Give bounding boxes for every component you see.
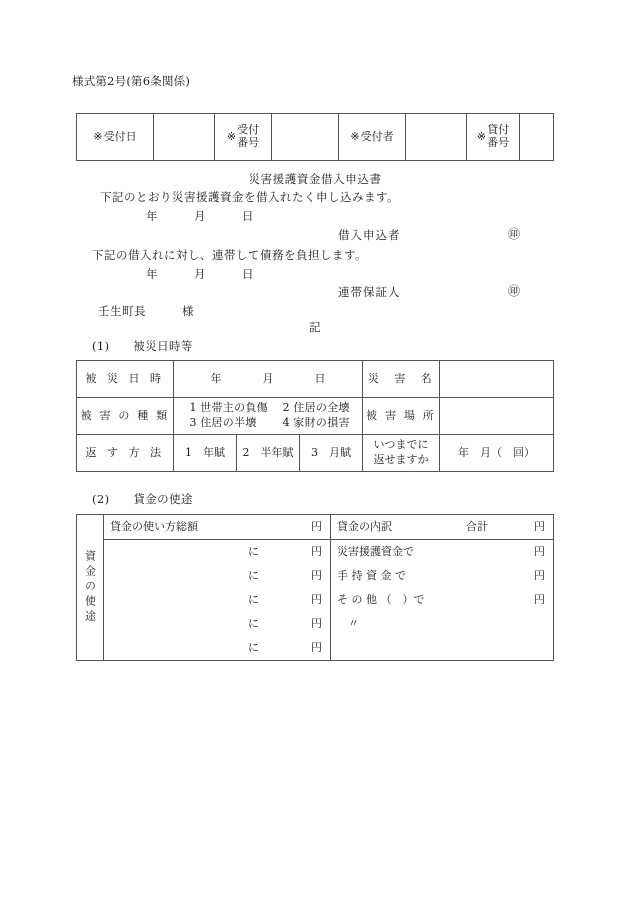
funds-use-unit: 円	[311, 640, 322, 654]
section-2-number: (2)	[92, 492, 110, 506]
use-of-funds-vertical-label-cell	[77, 515, 104, 661]
repayment-deadline-answer: 年 月（ 回）	[458, 445, 535, 459]
use-of-funds-table	[76, 514, 554, 661]
funds-use-unit: 円	[311, 544, 322, 558]
guarantor-label: 連帯保証人	[338, 285, 401, 299]
page-title: 災害援護資金借入申込書	[248, 172, 382, 186]
repayment-question-line2: 返せますか	[373, 453, 429, 466]
reference-mark-icon: ※	[350, 129, 360, 143]
funds-source-unit: 円	[534, 592, 545, 606]
receiver-label-cell	[339, 114, 406, 161]
table-row	[77, 114, 554, 161]
applicant-label: 借入申込者	[338, 228, 401, 242]
receipt-date-label: 受付日	[103, 129, 137, 143]
section-2-title: 貸金の使途	[133, 492, 193, 506]
receiver-input-cell[interactable]	[406, 114, 467, 161]
table-row	[77, 361, 554, 398]
funds-source-unit: 円	[534, 544, 545, 558]
funds-use-row-cell[interactable]	[104, 588, 331, 612]
table-row	[77, 515, 554, 540]
lead-text-guarantee: 下記の借入れに対し、連帯して債務を負担します。	[92, 248, 368, 262]
repayment-deadline-answer-cell[interactable]	[440, 435, 554, 472]
funds-use-unit: 円	[311, 568, 322, 582]
repayment-method-label: 返 す 方 法	[77, 435, 174, 472]
funds-source-label: 手 持 資 金 で	[337, 568, 406, 582]
table-row	[77, 564, 554, 588]
disaster-name-label: 災 害 名	[363, 361, 440, 398]
funds-total-header-cell	[104, 515, 331, 540]
damage-type-options-cell[interactable]	[174, 398, 363, 435]
receipt-number-label-line1: 受付	[237, 123, 260, 137]
loan-number-label-line1: 貸付	[487, 123, 510, 137]
table-row	[77, 435, 554, 472]
table-row	[77, 636, 554, 661]
funds-source-unit: 円	[534, 568, 545, 582]
receipt-date-input-cell[interactable]	[154, 114, 215, 161]
form-number: 様式第2号(第6条関係)	[72, 74, 191, 88]
reference-mark-icon: ※	[93, 129, 103, 143]
damage-datetime-value-cell[interactable]	[174, 361, 363, 398]
damage-option-1-label[interactable]: 世帯主の負傷	[200, 401, 268, 415]
receipt-number-input-cell[interactable]	[272, 114, 339, 161]
day-marker: 日	[314, 371, 326, 385]
addressee-line: 壬生町長 様	[98, 304, 194, 318]
funds-breakdown-header-unit: 円	[534, 519, 545, 533]
funds-breakdown-total-label: 合計	[466, 519, 488, 533]
damage-option-1-number: 1	[189, 401, 197, 415]
receipt-number-label-line2: 番号	[237, 136, 260, 149]
funds-source-row-cell[interactable]	[331, 636, 554, 661]
section-1-title: 被災日時等	[133, 339, 193, 353]
damage-option-4-label[interactable]: 家財の損害	[293, 416, 350, 429]
receiver-label: 受付者	[360, 129, 394, 143]
lead-text-application: 下記のとおり災害援護資金を借入れたく申し込みます。	[100, 190, 400, 204]
section-1-heading	[92, 339, 193, 353]
funds-use-particle: に	[248, 640, 259, 654]
damage-datetime-label: 被 災 日 時	[77, 361, 174, 398]
funds-source-row-cell[interactable]	[331, 540, 554, 565]
funds-use-row-cell[interactable]	[104, 612, 331, 636]
table-row	[77, 588, 554, 612]
use-of-funds-vertical-label: 資金の使途	[83, 550, 97, 625]
seal-stamp-icon: ㊞	[508, 284, 521, 298]
year-marker: 年	[210, 371, 222, 385]
table-row	[77, 540, 554, 565]
damage-option-2-label[interactable]: 住居の全壊	[293, 401, 350, 415]
reference-mark-icon: ※	[476, 129, 487, 143]
ki-mark: 記	[309, 320, 321, 334]
application-date-line: 年 月 日	[146, 209, 254, 223]
funds-total-header-unit: 円	[311, 519, 322, 533]
funds-use-unit: 円	[311, 616, 322, 630]
official-use-table	[76, 113, 554, 161]
funds-breakdown-header-cell	[331, 515, 554, 540]
loan-number-input-cell[interactable]	[520, 114, 554, 161]
funds-use-particle: に	[248, 568, 259, 582]
guarantee-date-line: 年 月 日	[146, 267, 254, 281]
reference-mark-icon: ※	[226, 129, 237, 143]
damage-option-3-label[interactable]: 住居の半壊	[200, 416, 257, 429]
loan-number-label-cell	[467, 114, 520, 161]
funds-source-ditto-mark: 〃	[337, 616, 359, 630]
section-1-number: (1)	[92, 339, 110, 353]
repayment-option-semiannual[interactable]: 2 半年賦	[237, 435, 300, 472]
damage-info-table	[76, 360, 554, 472]
month-marker: 月	[262, 371, 274, 385]
repayment-question-line1: いつまでに	[373, 438, 429, 452]
funds-source-row-cell[interactable]	[331, 588, 554, 612]
funds-source-label: 災害援護資金で	[337, 544, 414, 558]
disaster-name-value-cell[interactable]	[440, 361, 554, 398]
funds-use-unit: 円	[311, 592, 322, 606]
damage-type-label: 被 害 の 種 類	[77, 398, 174, 435]
receipt-date-label-cell	[77, 114, 154, 161]
receipt-number-label-cell	[215, 114, 272, 161]
repayment-option-monthly[interactable]: 3 月賦	[300, 435, 363, 472]
funds-breakdown-header-title: 貸金の内訳	[337, 519, 392, 533]
damage-location-value-cell[interactable]	[440, 398, 554, 435]
seal-stamp-icon: ㊞	[508, 227, 521, 241]
repayment-option-annual[interactable]: 1 年賦	[174, 435, 237, 472]
funds-use-row-cell[interactable]	[104, 540, 331, 565]
funds-use-row-cell[interactable]	[104, 636, 331, 661]
table-row	[77, 398, 554, 435]
damage-option-3-number: 3	[189, 416, 197, 429]
section-2-heading	[92, 492, 193, 506]
funds-use-particle: に	[248, 592, 259, 606]
damage-location-label: 被 害 場 所	[363, 398, 440, 435]
funds-use-particle: に	[248, 616, 259, 630]
funds-source-row-cell[interactable]	[331, 612, 554, 636]
repayment-deadline-question	[363, 435, 440, 472]
damage-option-4-number: 4	[282, 416, 290, 429]
funds-total-header-title: 貸金の使い方総額	[110, 519, 198, 533]
funds-use-particle: に	[248, 544, 259, 558]
table-row	[77, 612, 554, 636]
funds-source-label: そ の 他 （ ）で	[337, 592, 425, 606]
damage-option-2-number: 2	[282, 401, 290, 415]
loan-number-label-line2: 番号	[487, 136, 510, 149]
funds-use-row-cell[interactable]	[104, 564, 331, 588]
funds-source-row-cell[interactable]	[331, 564, 554, 588]
